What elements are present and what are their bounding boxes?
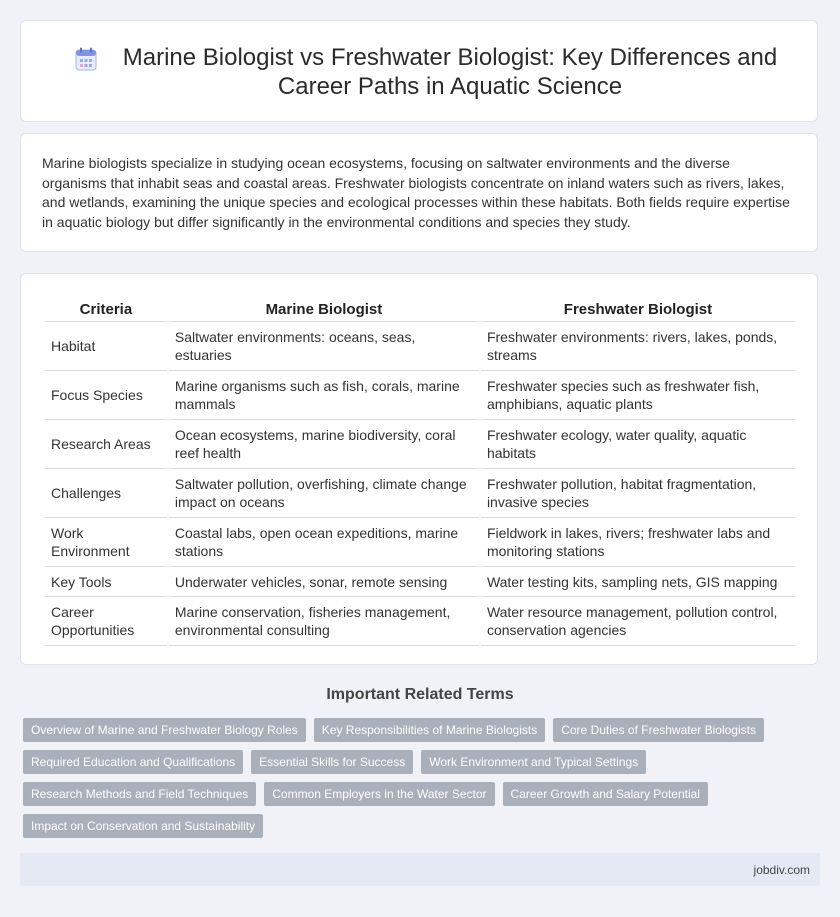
criteria-cell: Work Environment — [45, 518, 167, 567]
table-row — [45, 597, 795, 646]
criteria-cell: Habitat — [45, 322, 167, 371]
header-criteria: Criteria — [45, 297, 167, 322]
related-term-tag[interactable]: Core Duties of Freshwater Biologists — [553, 718, 764, 742]
related-term-tag[interactable]: Research Methods and Field Techniques — [23, 782, 256, 806]
related-term-tag[interactable]: Career Growth and Salary Potential — [503, 782, 708, 806]
freshwater-cell: Freshwater environments: rivers, lakes, ponds, streams — [481, 322, 795, 371]
freshwater-cell: Fieldwork in lakes, rivers; freshwater labs and monitoring stations — [481, 518, 795, 567]
related-term-tag[interactable]: Key Responsibilities of Marine Biologists — [314, 718, 545, 742]
related-term-tag[interactable]: Work Environment and Typical Settings — [421, 750, 646, 774]
header-freshwater-biologist: Freshwater Biologist — [481, 297, 795, 322]
table-row — [45, 371, 795, 420]
intro-paragraph: Marine biologists specialize in studying ocean ecosystems, focusing on saltwater environments and the diverse organisms that inhabit seas and coastal areas. Freshwater biologists concentrate on inland waters such as rivers, lakes, and wetlands, examining the unique species and ecological processes within these habitats. Both fields require expertise in aquatic biology but differ significantly in the environmental conditions and species they study. — [42, 155, 790, 230]
marine-cell: Coastal labs, open ocean expeditions, marine stations — [169, 518, 479, 567]
criteria-cell: Research Areas — [45, 420, 167, 469]
header-marine-biologist: Marine Biologist — [169, 297, 479, 322]
related-term-tag[interactable]: Impact on Conservation and Sustainability — [23, 814, 263, 838]
table-row — [45, 469, 795, 518]
table-row — [45, 420, 795, 469]
freshwater-cell: Water testing kits, sampling nets, GIS mapping — [481, 567, 795, 597]
marine-cell: Marine conservation, fisheries management, environmental consulting — [169, 597, 479, 646]
criteria-cell: Key Tools — [45, 567, 167, 597]
page-title: Marine Biologist vs Freshwater Biologist: Key Differences and Career Paths in Aquatic Science — [122, 44, 778, 100]
marine-cell: Marine organisms such as fish, corals, marine mammals — [169, 371, 479, 420]
related-terms-heading: Important Related Terms — [326, 686, 514, 703]
table-row — [45, 322, 795, 371]
freshwater-cell: Freshwater ecology, water quality, aquatic habitats — [481, 420, 795, 469]
table-header-row — [45, 297, 795, 322]
comparison-table-card — [20, 273, 818, 665]
marine-cell: Ocean ecosystems, marine biodiversity, coral reef health — [169, 420, 479, 469]
comparison-table — [43, 297, 797, 646]
marine-cell: Underwater vehicles, sonar, remote sensing — [169, 567, 479, 597]
related-term-tag[interactable]: Required Education and Qualifications — [23, 750, 243, 774]
footer-site-link[interactable]: jobdiv.com — [753, 863, 810, 877]
related-term-tag[interactable]: Essential Skills for Success — [251, 750, 413, 774]
related-term-tag[interactable]: Common Employers in the Water Sector — [264, 782, 494, 806]
criteria-cell: Focus Species — [45, 371, 167, 420]
calendar-icon — [75, 47, 97, 71]
freshwater-cell: Freshwater species such as freshwater fish, amphibians, aquatic plants — [481, 371, 795, 420]
footer — [20, 853, 820, 886]
marine-cell: Saltwater environments: oceans, seas, estuaries — [169, 322, 479, 371]
table-row — [45, 567, 795, 597]
marine-cell: Saltwater pollution, overfishing, climate change impact on oceans — [169, 469, 479, 518]
criteria-cell: Career Opportunities — [45, 597, 167, 646]
table-row — [45, 518, 795, 567]
freshwater-cell: Freshwater pollution, habitat fragmentation, invasive species — [481, 469, 795, 518]
title-card — [20, 20, 818, 122]
freshwater-cell: Water resource management, pollution control, conservation agencies — [481, 597, 795, 646]
intro-card — [20, 133, 818, 252]
criteria-cell: Challenges — [45, 469, 167, 518]
related-term-tag[interactable]: Overview of Marine and Freshwater Biology Roles — [23, 718, 306, 742]
related-terms-list — [23, 718, 783, 838]
